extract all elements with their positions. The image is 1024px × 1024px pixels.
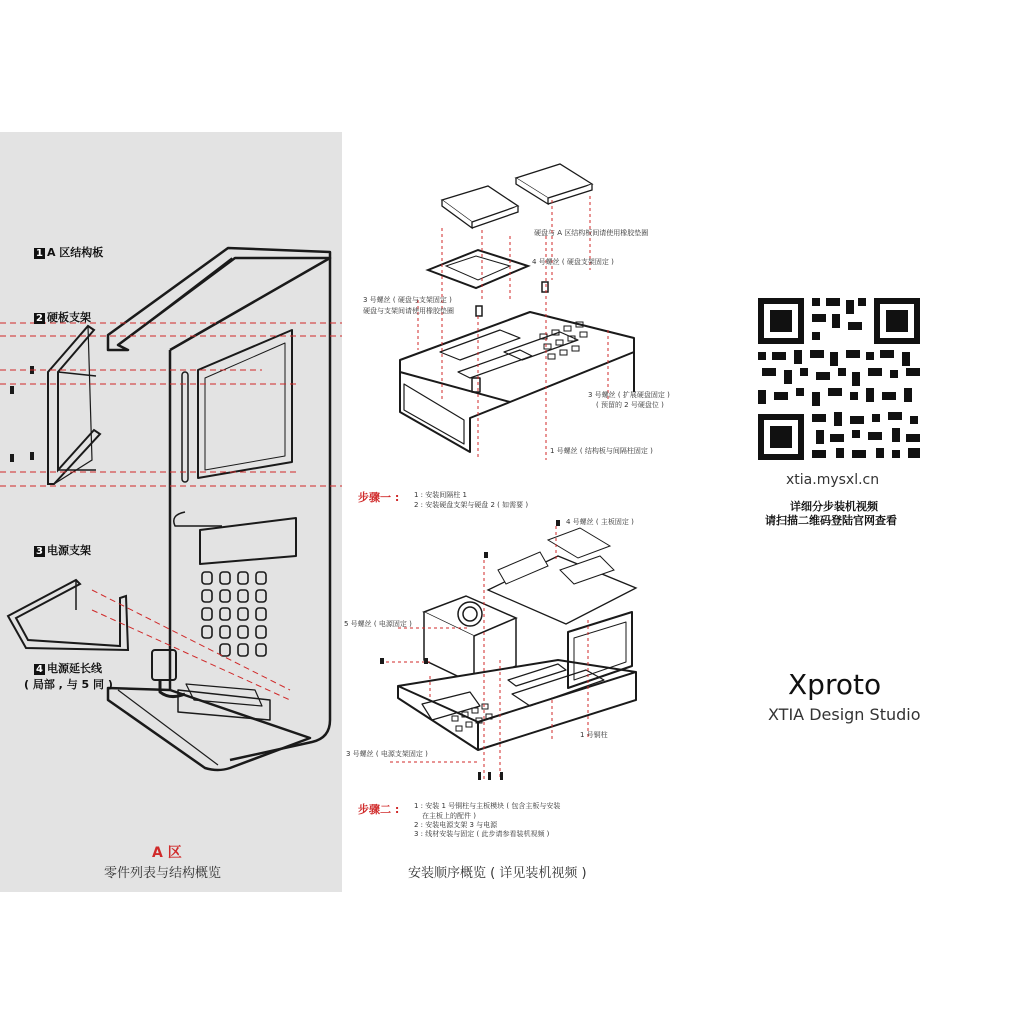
step2-line-4: 3 : 线材安装与固定 ( 此步请参看装机视频 )	[414, 830, 550, 838]
hdd-top-drawing	[442, 164, 592, 228]
hdd-bracket-drawing	[48, 326, 100, 484]
motherboard-drawing	[488, 528, 636, 624]
studio-name: XTIA Design Studio	[768, 705, 921, 724]
qr-code	[758, 298, 920, 460]
copper1-note: 1 号铜柱	[580, 731, 608, 739]
part-2-text: 硬板支架	[46, 311, 91, 324]
part-1-number: 1	[36, 248, 43, 259]
part-4-number: 4	[36, 664, 43, 675]
screw1-struct-note: 1 号螺丝 ( 结构板与间隔柱固定 )	[550, 447, 653, 455]
step2-line-1: 1 : 安装 1 号铜柱与主板模块 ( 包含主板与安装	[414, 802, 561, 810]
part-1-label	[34, 244, 103, 260]
step1-title: 步骤一 :	[358, 491, 400, 504]
vent-grid	[202, 572, 266, 656]
video-line-1: 详细分步装机视频	[790, 500, 878, 513]
step1-line-2: 2 : 安装硬盘支架与硬盘 2 ( 如需要 )	[414, 501, 529, 509]
zone-caption: 零件列表与结构概览	[104, 866, 222, 881]
part-4-sub: ( 局部 , 与 5 同 )	[24, 678, 113, 691]
step2-title: 步骤二 :	[358, 803, 400, 816]
part-2-label	[34, 309, 91, 325]
part-2-number: 2	[36, 313, 43, 324]
psu-bracket-drawing	[8, 580, 128, 650]
screw3-ext-note-b: ( 预留的 2 号硬盘位 )	[596, 401, 664, 409]
step2-line-2: 在主板上的配件 )	[422, 812, 476, 820]
part-4-text: 电源延长线	[46, 662, 102, 675]
structure-board-drawing	[108, 248, 330, 770]
part-1-text: A 区结构板	[46, 246, 104, 259]
screw3-ext-note-a: 3 号螺丝 ( 扩展硬盘固定 )	[588, 391, 670, 399]
screw5-psu-note: 5 号螺丝 ( 电源固定 )	[344, 620, 412, 628]
left-screws	[10, 366, 34, 462]
brand-name: Xproto	[788, 668, 882, 701]
screw4-board-note: 4 号螺丝 ( 主板固定 )	[566, 518, 634, 526]
chassis-top-drawing	[400, 312, 634, 452]
standoffs-top	[476, 282, 548, 316]
screw4-disk-note: 4 号螺丝 ( 硬盘支架固定 )	[532, 258, 614, 266]
step2-line-3: 2 : 安装电源支架 3 与电源	[414, 821, 498, 829]
part-4-label	[34, 660, 102, 676]
pad-note: 硬盘与 A 区结构板间请使用橡胶垫圈	[534, 229, 649, 237]
hdd-bracket-top-drawing	[428, 250, 528, 288]
screw3-psu-note: 3 号螺丝 ( 电源支架固定 )	[346, 750, 428, 758]
part-3-text: 电源支架	[46, 544, 91, 557]
video-line-2: 请扫描二维码登陆官网查看	[765, 514, 897, 527]
part-3-number: 3	[36, 546, 43, 557]
step1-line-1: 1 : 安装间隔柱 1	[414, 491, 467, 499]
screw3-disk-note-a: 3 号螺丝 ( 硬盘与支架固定 )	[363, 296, 452, 304]
assembly-caption: 安装顺序概览 ( 详见装机视频 )	[408, 866, 587, 881]
screw3-disk-note-b: 硬盘与支架间请使用橡胶垫圈	[363, 307, 454, 315]
part-3-label	[34, 542, 91, 558]
zone-title: A 区	[152, 845, 182, 861]
website-url[interactable]: xtia.mysxl.cn	[786, 472, 880, 488]
